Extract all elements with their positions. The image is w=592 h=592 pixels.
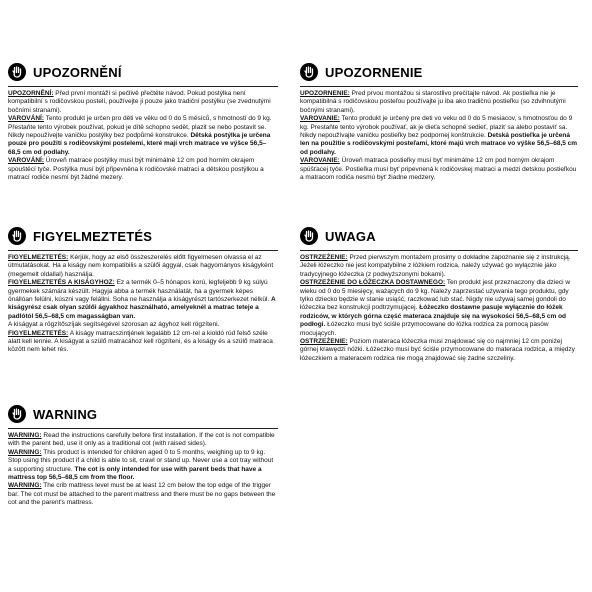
body-text: Ten produkt jest przeznaczony dla dzieci w wieku od 0 do 5 miesięcy, ważących do 9 kg. Należy zaprzestać używania tego produktu, gdy tylko dziecko będzie w stanie usiąść, raczkować lub stać. Nigdy nie używaj samej gondoli do łóżeczka bez konstrukcji podtrzymującej.: [300, 279, 571, 312]
body-text: A kiságyat a rögzítőszíjak segítségével szorosan az ágyhoz kell rögzíteni.: [8, 321, 220, 329]
bold-text: Detská postieľka je určená len na použitie s rodičovskými posteľami, ktoré majú vrch matrace vo výške 56,5–68,5 cm od podlahy.: [300, 132, 578, 156]
warning-label: FIGYELMEZTETÉS A KISÁGYHOZ:: [8, 279, 115, 287]
paragraph: [8, 321, 278, 329]
warning-label: WARNING:: [8, 448, 42, 456]
section-hungarian: [8, 226, 278, 355]
section-body: [8, 432, 278, 508]
paragraph: [8, 330, 278, 355]
warning-hand-icon: [8, 405, 26, 423]
warning-label: OSTRZEŻENIE:: [300, 254, 348, 261]
warning-label: OSTRZEŻENIE:: [300, 338, 348, 346]
body-text: Przed pierwszym montażem prosimy o dokładne zapoznanie się z instrukcją. Jeżeli łóżeczko nie jest kompatybilne z łóżkiem rodzica, należy używać go wyłącznie jako tradycyjnego łóżeczka (z podwyższonymi bokami).: [300, 254, 571, 278]
body-text: Tento produkt je určen pro děti ve věku od 0 do 5 měsíců, s hmotností do 9 kg. Přestaňte tento výrobek používat, pokud je dítě schopno sedět, plazit se nebo postavit se. Nikdy nepoužívejte vaničku postýlky bez podpůrné konstrukce.: [8, 115, 272, 140]
section-header: [8, 62, 278, 82]
warning-hand-icon: [8, 63, 26, 81]
body-text: Úroveň matrace postýlky musí být minimálně 12 cm pod horním okrajem spouštěcí tyče. Postýlka musí být připevněna k rodičovské matraci a dětskou postýlkou a matrací rodiče nesmí být žádné mezery.: [8, 157, 264, 182]
body-text: Pred prvou montážou si starostlivo prečítajte návod. Ak postieľka nie je kompatibilná s rodičovskou posteľou používajte ju iba ako tradičnú postieľku (so zdvihnutými bočnými stranami).: [300, 90, 566, 114]
warning-hand-icon: [8, 227, 26, 245]
bold-text: A kiságyrész csak olyan szülői ágyakhoz használható, amelyeknél a matrac teteje a padlótól 56,5–68,5 cm magasságban van.: [8, 296, 276, 320]
section-body: [300, 254, 578, 363]
paragraph: [8, 482, 278, 507]
section-divider: [8, 250, 278, 251]
body-text: Read the instructions carefully before first installation. If the cot is not compatible with the parent bed, use it only as a traditional cot (with raised sides).: [8, 432, 275, 448]
body-text: Kérjük, hogy az első összeszerelés előtt figyelmesen olvassa el az útmutatásokat. Ha a kiságy nem kompatibilis a szülői ággyal, csak hagyományos kiságyként (megemelt oldallal) használja.: [8, 254, 274, 278]
section-english: [8, 404, 278, 508]
section-header: [300, 226, 578, 246]
paragraph: [300, 115, 578, 157]
body-text: Před první montáží si pečlivě přečtěte návod. Pokud postýlka není kompatibilní s rodičovskou postelí, používejte ji pouze jako tradiční postýlku (se zvednutými bočními stranami).: [8, 90, 271, 114]
body-text: Tento produkt je určený pre deti vo veku od 0 do 5 mesiacov, s hmotnosťou do 9 kg. Prestaňte tento výrobok používať, ak je dieťa schopné sedieť, plaziť sa alebo postaviť sa. Nikdy nepoužívajte vaničku postieľky bez podpornej konštrukcie.: [300, 115, 573, 140]
bold-text: Łóżeczko dostawne pasuje wyłącznie do łóżek rodziców, w których górna część materaca znajduje się na wysokości 56,5–68,5 cm od podłogi.: [300, 304, 567, 329]
warning-label: VAROVANIE:: [300, 157, 340, 165]
warning-label: UPOZORNENIE:: [300, 90, 350, 97]
section-title: UWAGA: [325, 228, 376, 244]
section-body: [8, 254, 278, 355]
body-text: This product is intended for children aged 0 to 5 months, weighing up to 9 kg. Stop using this product if a child is able to sit, crawl or stand up. Never use a cot tray without a supporting structure.: [8, 448, 274, 473]
body-text: Úroveň matraca postieľky musí byť minimálne 12 cm pod horným okrajom spúšťacej tyče. Postieľka musí byť pripevnená k rodičovskej matraci a medzi detskou postieľkou a matracom rodiča nesmú byť žiadne medzery.: [300, 157, 577, 182]
section-divider: [8, 428, 278, 429]
paragraph: [8, 254, 278, 279]
body-text: Ez a termék 0–5 hónapos korú, legfeljebb 9 kg súlyú gyermekek számára készült. Hagyja abba a termék használatát, ha a gyermek képes önállóan felülni, kúszni vagy felállni. Soha ne használja a kiságyrészt tartószerkezet nélkül.: [8, 279, 272, 304]
paragraph: [8, 432, 278, 449]
section-polish: [300, 226, 578, 363]
body-text: Poziom materaca łóżeczka musi znajdować się co najmniej 12 cm poniżej górnej krawędzi nóżki. Łóżeczko musi być ściśle przymocowane do materaca rodzica, a między łóżeczkiem a materacem rodzica nie mogą znajdować się żadne szczeliny.: [300, 338, 575, 362]
paragraph: [8, 90, 278, 115]
warning-label: VAROVÁNÍ:: [8, 157, 44, 165]
warning-hand-icon: [300, 227, 318, 245]
warning-label: VAROVÁNÍ:: [8, 115, 44, 123]
section-title: FIGYELMEZTETÉS: [33, 228, 153, 244]
section-header: [8, 226, 278, 246]
warning-label: FIGYELMEZTETÉS:: [8, 329, 69, 337]
paragraph: [300, 157, 578, 182]
warning-label: WARNING:: [8, 432, 42, 439]
section-divider: [300, 250, 578, 251]
section-divider: [8, 86, 278, 87]
section-body: [300, 90, 578, 182]
warning-label: FIGYELMEZTETÉS:: [8, 254, 69, 261]
section-czech: [8, 62, 278, 182]
body-text: A kiságy matracszintjének legalább 12 cm-rel a kioldó rúd felső széle alatt kell lennie. A kiságyat a szülő matracához kell rögzíteni, és a kiságy és a szülő matraca között nem lehet rés.: [8, 329, 273, 354]
section-slovak: [300, 62, 578, 182]
paragraph: [8, 279, 278, 321]
bold-text: Dětská postýlka je určena pouze pro použití s rodičovskými postelemi, které mají vrch matrace ve výšce 56,5–68,5 cm od podlahy.: [8, 132, 271, 156]
paragraph: [8, 157, 278, 182]
warning-label: VAROVANIE:: [300, 115, 340, 123]
section-title: WARNING: [33, 406, 98, 422]
paragraph: [300, 338, 578, 363]
section-body: [8, 90, 278, 182]
paragraph: [300, 279, 578, 338]
paragraph: [8, 449, 278, 483]
section-header: [300, 62, 578, 82]
warning-label: OSTRZEŻENIE DO ŁÓŻECZKA DOSTAWNEGO:: [300, 279, 446, 287]
section-divider: [300, 86, 578, 87]
paragraph: [300, 90, 578, 115]
body-text: The crib mattress level must be at least 12 cm below the top edge of the trigger bar. The cot must be attached to the parent mattress and there must be no gaps between the cot and the parent's mattress.: [8, 482, 276, 507]
section-title: UPOZORNENIE: [325, 64, 423, 80]
section-header: [8, 404, 278, 424]
bold-text: The cot is only intended for use with parent beds that have a mattress top 56,5–68,5 cm from the floor.: [8, 465, 262, 482]
paragraph: [300, 254, 578, 279]
section-title: UPOZORNĚNÍ: [33, 64, 122, 80]
warning-label: UPOZORNĚNÍ:: [8, 90, 54, 97]
warning-label: WARNING:: [8, 482, 42, 490]
body-text: Łóżeczko musi być ściśle przymocowane do łóżka rodzica za pomocą pasów mocujących.: [300, 321, 549, 337]
warning-hand-icon: [300, 63, 318, 81]
paragraph: [8, 115, 278, 157]
